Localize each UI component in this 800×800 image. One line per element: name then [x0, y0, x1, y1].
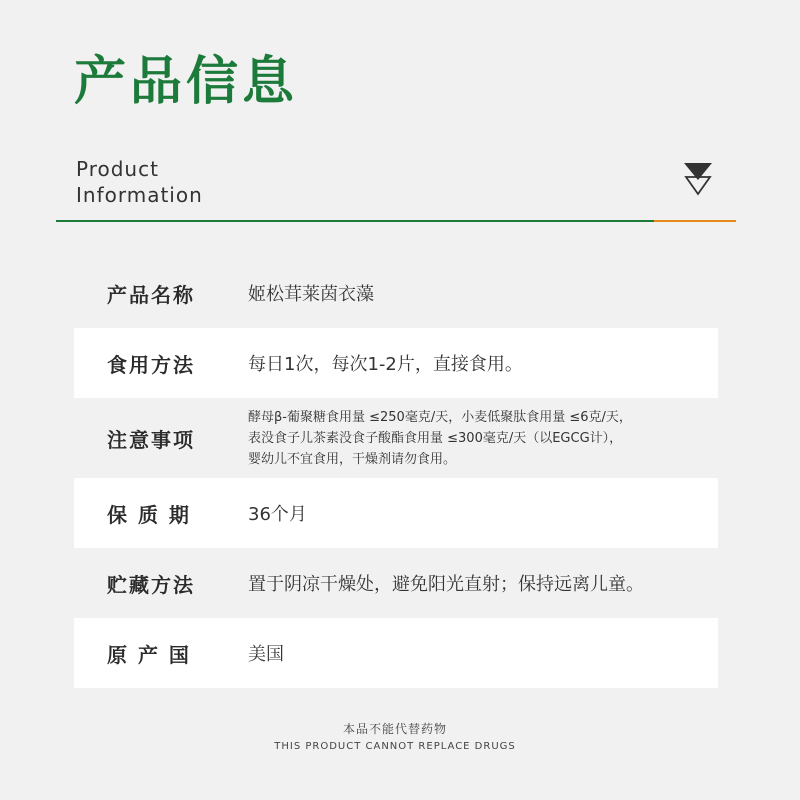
divider-accent [654, 220, 736, 222]
row-value: 置于阴凉干燥处，避免阳光直射；保持远离儿童。 [248, 574, 644, 595]
row-label: 原 产 国 [107, 642, 191, 667]
info-row-precautions [74, 398, 718, 478]
page-title: 产品信息 [74, 52, 299, 112]
double-down-triangle-icon [683, 162, 713, 196]
subtitle-line-1: Product [76, 157, 159, 181]
row-value: 36个月 [248, 504, 307, 525]
subtitle-line-2: Information [76, 183, 203, 207]
precaution-line-2: 表没食子儿茶素没食子酸酯食用量 ≤300毫克/天（以EGCG计）， [248, 430, 623, 446]
product-info-table [74, 258, 718, 688]
header-divider [56, 220, 736, 222]
precaution-line-3: 婴幼儿不宜食用，干燥剂请勿食用。 [248, 451, 457, 467]
row-value: 每日1次，每次1-2片，直接食用。 [248, 354, 523, 375]
row-value: 姬松茸莱茵衣藻 [248, 284, 374, 305]
row-value: 美国 [248, 644, 284, 665]
precaution-line-1: 酵母β-葡聚糖食用量 ≤250毫克/天，小麦低聚肽食用量 ≤6克/天， [248, 409, 632, 425]
row-label: 食用方法 [107, 352, 195, 377]
footer-disclaimer-en: THIS PRODUCT CANNOT REPLACE DRUGS [274, 741, 516, 752]
footer-disclaimer-cn: 本品不能代替药物 [342, 722, 447, 736]
info-row-usage [74, 328, 718, 398]
row-label: 注意事项 [107, 427, 195, 452]
row-label: 保 质 期 [107, 502, 191, 527]
info-row-shelf-life [74, 478, 718, 548]
info-row-storage [74, 548, 718, 618]
row-label: 产品名称 [107, 282, 195, 307]
page-subtitle [76, 156, 203, 208]
info-row-product-name [74, 258, 718, 328]
row-value [248, 407, 718, 470]
row-label: 贮藏方法 [107, 572, 195, 597]
info-row-origin [74, 618, 718, 688]
